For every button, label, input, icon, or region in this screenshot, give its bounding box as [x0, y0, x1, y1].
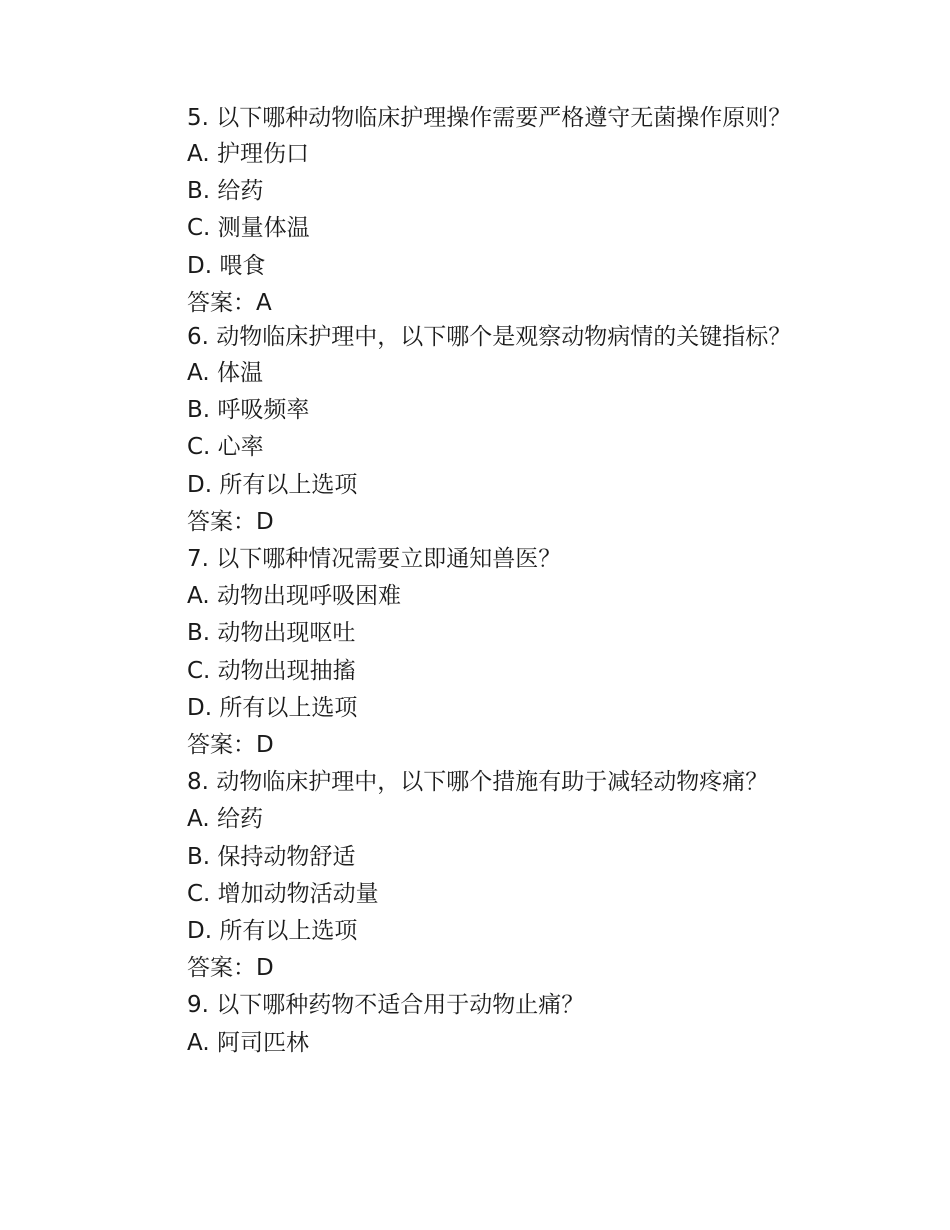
question-text: 7. 以下哪种情况需要立即通知兽医？: [187, 546, 562, 573]
question-text: 6. 动物临床护理中，以下哪个是观察动物病情的关键指标？: [187, 324, 792, 351]
answer-text: 答案：A: [187, 289, 272, 316]
question-text: 8. 动物临床护理中，以下哪个措施有助于减轻动物疼痛？: [187, 769, 769, 796]
option-a: A. 护理伤口: [187, 141, 309, 167]
question-block-5: [140, 103, 820, 322]
option-d: D. 喂食: [187, 252, 266, 279]
question-block-6: [140, 322, 820, 541]
answer-text: 答案：D: [187, 732, 274, 759]
question-block-7: [140, 541, 820, 764]
option-c: C. 动物出现抽搐: [187, 657, 356, 684]
question-text: 9. 以下哪种药物不适合用于动物止痛？: [187, 992, 585, 1019]
option-c: C. 测量体温: [187, 215, 310, 242]
option-d: D. 所有以上选项: [187, 694, 358, 721]
option-b: B. 保持动物舒适: [187, 843, 356, 870]
option-c: C. 心率: [187, 434, 264, 461]
option-a: A. 阿司匹林: [187, 1029, 309, 1056]
option-b: B. 呼吸频率: [187, 397, 310, 424]
option-a: A. 给药: [187, 806, 263, 833]
question-block-9: [140, 987, 820, 1061]
question-text: 5. 以下哪种动物临床护理操作需要严格遵守无菌操作原则？: [187, 105, 792, 131]
document-page: [140, 103, 820, 1062]
option-b: B. 动物出现呕吐: [187, 620, 356, 647]
option-a: A. 动物出现呼吸困难: [187, 583, 401, 610]
option-b: B. 给药: [187, 178, 264, 205]
answer-text: 答案：D: [187, 955, 274, 982]
option-c: C. 增加动物活动量: [187, 880, 379, 907]
option-a: A. 体温: [187, 360, 263, 387]
answer-text: 答案：D: [187, 508, 274, 535]
option-d: D. 所有以上选项: [187, 918, 358, 945]
question-block-8: [140, 764, 820, 987]
option-d: D. 所有以上选项: [187, 471, 358, 498]
